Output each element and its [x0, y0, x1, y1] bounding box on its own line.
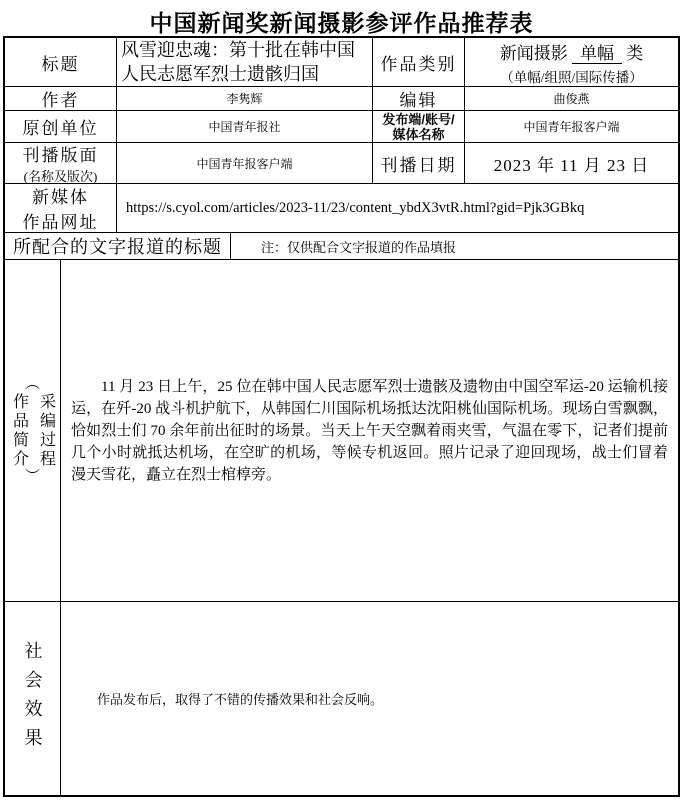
category-suffix: 类: [626, 43, 644, 63]
editor-name: 曲俊燕: [553, 92, 590, 106]
platform-value-cell: [464, 111, 678, 142]
page-value: 中国青年报客户端: [196, 156, 293, 171]
social-label: 社会效果: [22, 640, 43, 757]
intro-label-cell: [5, 260, 60, 601]
intro-label-left: 作品简介: [10, 392, 28, 469]
intro-paren-close: ︶: [24, 468, 40, 485]
page-label-line1: 刊播版面: [22, 146, 99, 165]
page-label-cell: [5, 143, 116, 183]
work-title-text: 风雪迎忠魂：第十批在韩中国人民志愿军烈士遗骸归国: [121, 40, 355, 84]
editor-label: 编辑: [399, 91, 438, 110]
row-social-effect: [5, 601, 678, 795]
intro-vertical-label: [8, 393, 58, 469]
intro-text-cell: [60, 260, 678, 601]
editor-label-cell: [372, 87, 464, 110]
page-value-cell: [116, 143, 372, 183]
platform-label-line2: 媒体名称: [392, 126, 445, 142]
org-name: 中国青年报社: [208, 120, 281, 134]
url-label-cell: [5, 184, 116, 232]
category-label-cell: [372, 38, 464, 86]
title-label: 标题: [41, 54, 80, 74]
author-label: 作者: [41, 91, 80, 110]
work-url: https://s.cyol.com/articles/2023-11/23/content_ybdX3vtR.html?gid=Pjk3GBkq: [126, 199, 585, 216]
url-value-cell: [116, 184, 678, 232]
org-label-cell: [5, 111, 116, 142]
author-label-cell: [5, 87, 116, 110]
category-options-note: （单幅/组照/国际传播）: [500, 69, 643, 85]
companion-note: 注：仅供配合文字报道的作品填报: [261, 239, 457, 255]
org-value-cell: [116, 111, 372, 142]
row-page-date: [5, 142, 678, 183]
social-text: 作品发布后，取得了不错的传播效果和社会反响。: [97, 692, 384, 707]
editor-value-cell: [464, 87, 678, 110]
companion-note-cell: [230, 233, 678, 259]
intro-paren-open: ︵: [24, 375, 40, 392]
org-label: 原创单位: [22, 119, 99, 138]
row-author-editor: [5, 86, 678, 110]
category-prefix: 新闻摄影: [499, 43, 568, 63]
date-value-cell: [464, 143, 678, 183]
row-title-category: [5, 38, 678, 86]
title-value-cell: [116, 38, 372, 86]
platform-label-line1: 发布端/账号/: [382, 111, 455, 127]
intro-label-right: 采编过程: [37, 392, 55, 469]
date-label-cell: [372, 143, 464, 183]
recommendation-form-table: [3, 36, 680, 797]
row-org-platform: [5, 110, 678, 142]
title-label-cell: [5, 38, 116, 86]
row-intro-process: [5, 259, 678, 601]
category-selected: 单幅: [572, 44, 622, 64]
row-url: [5, 183, 678, 232]
page-title: 中国新闻奖新闻摄影参评作品推荐表: [149, 10, 534, 36]
companion-label-cell: [5, 233, 230, 259]
category-label: 作品类别: [380, 54, 457, 74]
row-companion-report: [5, 232, 678, 259]
platform-name: 中国青年报客户端: [523, 120, 620, 134]
publish-date: 2023 年 11 月 23 日: [493, 155, 650, 175]
page-label-line2: (名称及版次): [23, 169, 98, 184]
date-label: 刊播日期: [380, 155, 457, 175]
category-value: [500, 39, 644, 64]
author-name: 李隽辉: [226, 92, 263, 106]
url-label-line2: 作品网址: [22, 213, 99, 232]
social-label-cell: [5, 602, 60, 795]
intro-text: 11 月 23 日上午，25 位在韩中国人民志愿军烈士遗骸及遗物由中国空军运-20 运输机接运，在歼-20 战斗机护航下，从韩国仁川国际机场抵达沈阳桃仙国际机场。现场白雪飘飘，恰如烈士们 70 余年前出征时的场景。当天上午天空飘着雨夹雪，气温在零下，记者们提前几个小时就抵达机场，在空旷的机场，等候专机返回。照片记录了迎回现场，战士们冒着漫天雪花，矗立在烈士棺椁旁。: [71, 378, 668, 483]
url-label-line1: 新媒体: [32, 188, 89, 207]
category-value-cell: [464, 38, 678, 86]
author-value-cell: [116, 87, 372, 110]
social-text-cell: [60, 602, 678, 795]
companion-label: 所配合的文字报道的标题: [13, 237, 222, 257]
platform-label-cell: [372, 111, 464, 142]
